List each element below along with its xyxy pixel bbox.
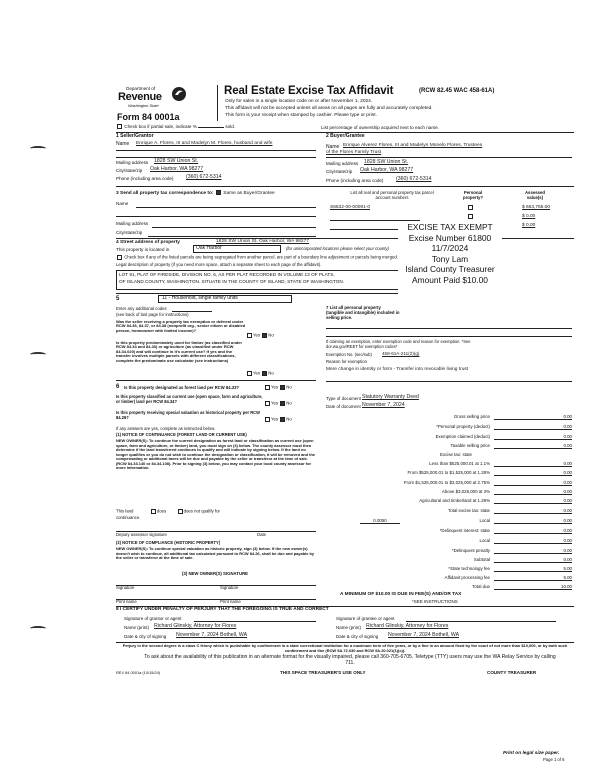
section6-q2-answer: Yes No — [264, 401, 292, 407]
rule — [148, 236, 316, 237]
tax-row: Exemption claimed (deduct) 0.00 — [435, 434, 572, 439]
tax-row: From $525,000.01 to $1,525,000 at 1.28% 0.00 — [407, 470, 572, 475]
section6-q3: Is this property receiving special valuation as historical property per RCW 84.26? — [116, 410, 261, 420]
legal-line1: LOT 91, PLAT OF FIRESIDE, DIVISION NO. 6, AS PER PLAT RECORDED IN VOLUME 13 OF PLATS, — [119, 272, 335, 277]
see-instructions: *SEE INSTRUCTIONS — [412, 599, 458, 604]
buyer-name-line2[interactable]: of the Flores Family Trust — [326, 150, 382, 155]
print-name-b: Print name — [220, 599, 241, 604]
section6-q4: If any answers are yes, complete as instructed below. — [116, 426, 216, 431]
tax-value[interactable]: 0.00 — [494, 518, 572, 524]
rule — [116, 380, 316, 381]
deputy-label: Deputy assessor signature — [116, 532, 167, 537]
seller-mailing[interactable]: 1828 SW Union St. — [154, 158, 199, 164]
cu-heading: (1) NOTICE OF CONTINUANCE (FOREST LAND OR CURRENT USE) — [116, 432, 247, 437]
seller-phone-label: Phone (including area code) — [116, 176, 174, 181]
forest-yes-checkbox[interactable] — [265, 385, 270, 390]
hist-text: NEW OWNER(S): To continue special valuation as historic property, sign (3) below. If the new owner(s) doesn't wish to continue, all additional tax calculated pursuant to RCW 84.26, shall be due and payable by the seller or transferor at the time of sale. — [116, 546, 315, 560]
reason[interactable]: Mere change in identity or form - Transfer into revocable living trust — [326, 367, 469, 372]
seller-heading: 1 Seller/Grantor — [116, 133, 154, 139]
section8-heading: 8 I CERTIFY UNDER PENALTY OF PERJURY THAT THE FOREGOING IS TRUE AND CORRECT — [116, 607, 329, 612]
cu-text: NEW OWNER(S): To continue the current designation as forest land or classification as current use (open space, farm and agriculture, or timber) land, you must sign on (3) below. The county assessor must then determine if the land transferred continues to qualify and will indicate by signing below. If the land no longer qualifies or you do not wish to continue the designation or classification, it will be removed and the compensating or additional taxes will be due and payable by the seller or transferor at the time of sale. (RCW 84.33.140 or 84.34.108). Prior to signing (3) below, you may contact your local county assessor for more information. — [116, 438, 316, 470]
tax-row: Total due 10.00 — [472, 584, 572, 589]
buyer-name-line1[interactable]: Enrique Alverez Flores, III and Madelyn Monelo Flores, Trustees — [343, 143, 483, 148]
section5-q1-answer: Yes No — [246, 333, 274, 339]
grantee-sig-label: Signature of grantee or agent — [336, 616, 395, 621]
tax-row: *Personal property (deduct) 0.00 — [436, 424, 572, 429]
exemption-no[interactable]: 458-61A-211(2)(g) — [382, 351, 420, 356]
corr-city-label: City/state/zip — [116, 230, 143, 235]
rule — [326, 328, 572, 329]
treasurer-only: THIS SPACE TREASURER'S USE ONLY — [280, 670, 366, 675]
grantor-date-label: Date & city of signing — [124, 634, 167, 639]
section5-number: 5 — [116, 296, 120, 302]
seller-city-label: City/state/zip — [116, 168, 143, 173]
tax-row: Taxable selling price 0.00 — [450, 443, 572, 448]
seller-mailing-label: Mailing address — [116, 160, 149, 165]
tax-row: 0.0050 Local 0.00 — [326, 518, 572, 526]
stamp-line3: 11/7/2024 — [431, 243, 469, 253]
rule — [116, 238, 574, 239]
tax-value[interactable]: 10.00 — [494, 584, 572, 590]
section6-number: 6 — [116, 384, 120, 390]
department-line1: Department of — [126, 86, 156, 91]
buyer-phone[interactable]: (360) 672-5314 — [396, 176, 432, 182]
tax-value[interactable]: 0.00 — [494, 443, 572, 449]
tax-value[interactable]: 0.00 — [494, 480, 572, 486]
street-label: 4 Street address of property — [116, 240, 180, 245]
rev-number: REV 84 0001a (10/15/24) — [116, 670, 161, 675]
perjury-text: Perjury in the second degree is a class C felony which is punishable by confinement in a state correctional institution for a maximum term of five years, or by a fine in an amount fixed by the court of not more than $10,000, or by both such confinement and fine (RCW 9A.72.030 and RCW 9A.20.021(1)(c)). — [122, 643, 568, 653]
doc-type[interactable]: Statutory Warranty Deed — [362, 394, 419, 400]
rule — [136, 207, 316, 208]
header-divider — [217, 85, 218, 121]
availability-text: To ask about the availability of this publication in an alternate format for the visually impaired, please call 360-705-6705. Teletype (TTY) users may use the WA Relay Service by calling 711. — [144, 654, 556, 666]
doc-date[interactable]: November 7, 2024 — [362, 402, 405, 408]
tax-value[interactable]: 0.00 — [494, 470, 572, 476]
margin-mark — [30, 352, 46, 357]
section6-q1: Is this property designated as forest land per RCW 84.33? — [124, 385, 239, 390]
buyer-heading: 2 Buyer/Grantee — [326, 133, 365, 139]
rule — [116, 216, 316, 217]
rule — [326, 157, 572, 158]
reason-label: Reason for exemption — [326, 359, 367, 364]
assessed-value[interactable]: $ 0.00 — [522, 223, 536, 228]
legal-line2: OF ISLAND COUNTY, WASHINGTON. SITUATE IN THE COUNTY OF ISLAND, STATE OF WASHINGTON. — [119, 279, 345, 285]
parcel-number[interactable]: S6632-00-00091-0 — [330, 205, 371, 210]
located-value: Oak Harbor — [196, 245, 222, 251]
tax-row: Less than $525,000.01 at 1.1% 0.00 — [429, 461, 572, 466]
print-on-note: Print on legal size paper. — [503, 751, 560, 756]
grantor-sig-label: Signature of grantor or agent — [124, 616, 182, 621]
tax-value[interactable]: 0.00 — [494, 424, 572, 430]
tax-value[interactable]: 0.00 — [494, 489, 572, 495]
grantee-date[interactable]: November 7, 2024 Bothell, WA — [388, 632, 460, 638]
land-does-checkbox[interactable] — [151, 509, 156, 514]
section6-q1-answer: Yes No — [264, 385, 292, 391]
historic-yes-checkbox[interactable] — [265, 417, 270, 422]
tax-value[interactable]: 0.00 — [494, 538, 572, 544]
historic-no-checkbox[interactable] — [280, 417, 285, 422]
tax-value[interactable]: 5.00 — [494, 575, 572, 581]
stamp-line5: Island County Treasurer — [405, 264, 495, 274]
margin-mark — [30, 626, 46, 631]
same-as-buyer-checkbox[interactable] — [216, 190, 221, 195]
rule — [116, 293, 398, 294]
sig-label-a: Signature — [116, 585, 135, 590]
stamp-line6: Amount Paid $10.00 — [412, 274, 488, 285]
minimum-due: A MINIMUM OF $10.00 IS DUE IN FEE(S) AND/OR TAX — [340, 592, 462, 597]
parcels-header-c: Assessed value(s) — [524, 190, 546, 200]
section7-label: 7 List all personal property (tangible and intangible) included in selling price. — [326, 305, 400, 320]
tax-row: Affidavit processing fee 5.00 — [444, 575, 572, 580]
tax-row: Gross selling price 0.00 — [453, 414, 572, 419]
form-title-ref: (RCW 82.45 WAC 458-61A) — [419, 88, 495, 94]
header-note1: Only for sales in a single location code on or after November 1, 2024. — [225, 99, 373, 104]
tax-value[interactable]: 0.00 — [494, 461, 572, 467]
rule — [326, 381, 572, 382]
rule — [116, 599, 316, 600]
buyer-mailing[interactable]: 1828 SW Union St. — [364, 159, 409, 165]
buyer-name-label: Name — [326, 144, 340, 150]
segregated-row — [116, 255, 398, 261]
legal-box[interactable] — [116, 270, 400, 290]
stamp-line2: Excise Number 61800 — [408, 232, 492, 243]
sig-heading: (3) NEW OWNER(S) SIGNATURE — [182, 571, 249, 576]
same-as-buyer-label: Same as Buyer/Grantee — [223, 190, 275, 196]
current-use-yes-checkbox[interactable] — [265, 401, 270, 406]
parcel-row — [326, 205, 572, 213]
seller-name[interactable]: Enrique A. Flores, III and Madelyn M. Flores, husband and wife — [136, 141, 273, 146]
exempt-label: If claiming an exemption, enter exemption code and reason for exemption. *See dor.wa.gov/REET for exemption codes* — [326, 339, 471, 349]
section5-q2-answer: Yes No — [246, 371, 274, 377]
buyer-city[interactable]: Oak Harbor, WA 98277 — [360, 167, 414, 173]
assessed-value[interactable]: $ 0.00 — [522, 214, 536, 219]
tax-value[interactable]: 0.00 — [494, 508, 572, 514]
rule — [116, 150, 316, 151]
tax-row: Subtotal 0.00 — [473, 557, 572, 562]
legal-label: Legal description of property (if you need more space, attach a separate sheet to each page of the affidavit). — [116, 262, 322, 267]
segregated-checkbox[interactable] — [117, 255, 122, 260]
stamp-line4: Tony Lam — [431, 253, 469, 264]
treasurer-stamp — [398, 222, 502, 290]
segregated-label: Check box if any of the listed parcels are being segregated from another parcel, are part of a boundary line adjustment or parcels being merged. — [124, 254, 398, 260]
hist-heading: (2) NOTICE OF COMPLIANCE (HISTORIC PROPERTY) — [116, 540, 221, 545]
stamp-line1: EXCISE TAX EXEMPT — [407, 222, 493, 232]
grantor-name-label: Name (print) — [124, 625, 150, 630]
codes-note: (see back of last page for instructions) — [116, 312, 189, 317]
rule — [116, 186, 574, 187]
tax-value[interactable]: 0.00 — [494, 548, 572, 554]
ownership-note: List percentage of ownership acquired next to each name. — [321, 125, 439, 130]
form-title: Real Estate Excise Tax Affidavit — [224, 85, 394, 97]
local-rate[interactable]: 0.0050 — [360, 518, 400, 524]
land-use-select[interactable] — [158, 295, 292, 303]
section5-q1: Was the seller receiving a property tax exemption or deferral under RCW 84.36, 84.37, or 84.38 (nonprofit org., senior citizen or disabled person, homeowner with limited income)? — [116, 319, 246, 333]
header-note2: This affidavit will not be accepted unless all areas on all pages are fully and accurately completed. — [225, 106, 433, 111]
header-note3: This form is your receipt when stamped by cashier. Please type or print. — [225, 113, 377, 118]
exemption-no-label: Exemption No. (sec/sub) — [326, 352, 372, 357]
department-line3: Washington State — [128, 103, 159, 108]
q2-yes-checkbox[interactable] — [247, 371, 252, 376]
correspondence-heading: 3 Send all property tax correspondence to: — [116, 190, 214, 196]
seller-city[interactable]: Oak Harbor, WA 98277 — [150, 166, 204, 172]
tax-row: *Delinquent penalty 0.00 — [451, 548, 572, 553]
continuance-label: continuance. — [116, 515, 141, 520]
sig-label-b: Signature — [220, 585, 239, 590]
page-number: Page 1 of 6 — [543, 757, 565, 762]
correspondence — [116, 190, 275, 196]
rule — [116, 585, 316, 586]
county-treasurer: COUNTY TREASURER — [487, 670, 537, 675]
tax-value[interactable]: 0.00 — [494, 414, 572, 420]
rule — [116, 157, 316, 158]
located-select[interactable] — [193, 245, 281, 253]
q2-no-checkbox[interactable] — [262, 371, 267, 376]
rule — [194, 621, 316, 622]
dor-logo-icon — [171, 86, 187, 102]
tax-row: Agricultural and timberland at 1.28% 0.00 — [419, 498, 572, 503]
form-number: Form 84 0001a — [117, 112, 180, 122]
tax-row: *State technology fee 5.00 — [448, 566, 572, 571]
partial-sale — [116, 124, 235, 129]
department-line2: Revenue — [118, 91, 162, 103]
corr-name-label: Name — [116, 201, 129, 206]
tax-row: Local 0.00 — [479, 538, 572, 543]
personal-property-checkbox[interactable] — [468, 205, 473, 210]
codes-label: Enter any additional codes — [116, 306, 167, 311]
tax-row: Excise tax: state — [440, 452, 472, 457]
parcel-row — [326, 214, 572, 222]
tax-value[interactable]: 0.00 — [494, 434, 572, 440]
buyer-city-label: City/state/zip — [326, 169, 353, 174]
forest-no-checkbox[interactable] — [280, 385, 285, 390]
land-does-not-checkbox[interactable] — [178, 509, 183, 514]
partial-sale-sold: sold. — [225, 124, 236, 129]
deputy-date-label: Date — [257, 532, 267, 537]
land-use-value: 11 - Household, single family units — [162, 295, 238, 301]
print-name-a: Print name — [116, 599, 137, 604]
tax-value[interactable]: 5.00 — [494, 566, 572, 572]
tax-value[interactable]: 0.00 — [494, 528, 572, 534]
q1-no-checkbox[interactable] — [262, 333, 267, 338]
seller-name-label: Name — [116, 141, 130, 147]
parcels-header-b: Personal property? — [462, 190, 484, 200]
land-qualify-row: This land does does not qualify for — [116, 508, 220, 514]
tax-value[interactable]: 0.00 — [494, 557, 572, 563]
partial-sale-label: Check box if partial sale, indicate % — [124, 124, 197, 129]
partial-sale-checkbox[interactable] — [117, 124, 122, 129]
tax-row: Total excise tax: state 0.00 — [448, 508, 572, 513]
current-use-no-checkbox[interactable] — [280, 401, 285, 406]
grantee-name-label: Name (print) — [336, 625, 362, 630]
assessed-value[interactable]: $ 663,755.00 — [522, 205, 551, 210]
grantee-name[interactable]: Richard Glinskiy, Attorney for Flores — [366, 623, 449, 629]
section5-q2: Is this property predominately used for timber (as classified under RCW 84.34 and 84.33) or agriculture (as classified under RCW 84.34.020) and will continue in it's current use? If yes and the transfer involves multiple parcels with different classifications, complete the predominate use calculator (see instructions) — [116, 340, 243, 363]
tax-value[interactable]: 0.00 — [494, 498, 572, 504]
grantor-name[interactable]: Richard Glinskiy, Attorney for Flores — [154, 623, 237, 629]
section6-q2: Is this property classified as current use (open space, farm and agriculture, or timber) land per RCW 84.34? — [116, 394, 263, 404]
corr-mailing-label: Mailing address — [116, 221, 149, 226]
rule — [406, 621, 556, 622]
grantee-date-label: Date & city of signing — [336, 634, 379, 639]
parcels-header-a: List all real and personal property tax parcel account numbers — [350, 190, 434, 200]
tax-row: *Delinquent interest: state 0.00 — [439, 528, 572, 533]
rule — [152, 227, 316, 228]
personal-property-checkbox[interactable] — [468, 214, 473, 219]
grantor-date[interactable]: November 7, 2024 Bothell, WA — [176, 632, 248, 638]
buyer-mailing-label: Mailing address — [326, 161, 359, 166]
margin-mark — [30, 146, 46, 151]
tax-row: From $1,525,000.01 to $3,025,000 at 2.75% 0.00 — [403, 480, 572, 485]
buyer-phone-label: Phone (including area code) — [326, 178, 384, 183]
doc-date-label: Date of document — [326, 404, 361, 409]
rule — [326, 336, 572, 337]
section6-q3-answer: Yes No — [264, 417, 292, 423]
q1-yes-checkbox[interactable] — [247, 333, 252, 338]
located-label: This property is located in — [116, 247, 170, 252]
doc-type-label: Type of document — [326, 396, 361, 401]
street-address[interactable]: 1828 SW Union St. Oak Harbor, WA 98277 — [216, 239, 310, 244]
located-note: (for unincorporated locations please select your county) — [286, 246, 389, 251]
tax-row: Above $3,025,000 at 3% 0.00 — [441, 489, 572, 494]
seller-phone[interactable]: (360) 672-5314 — [186, 174, 222, 180]
